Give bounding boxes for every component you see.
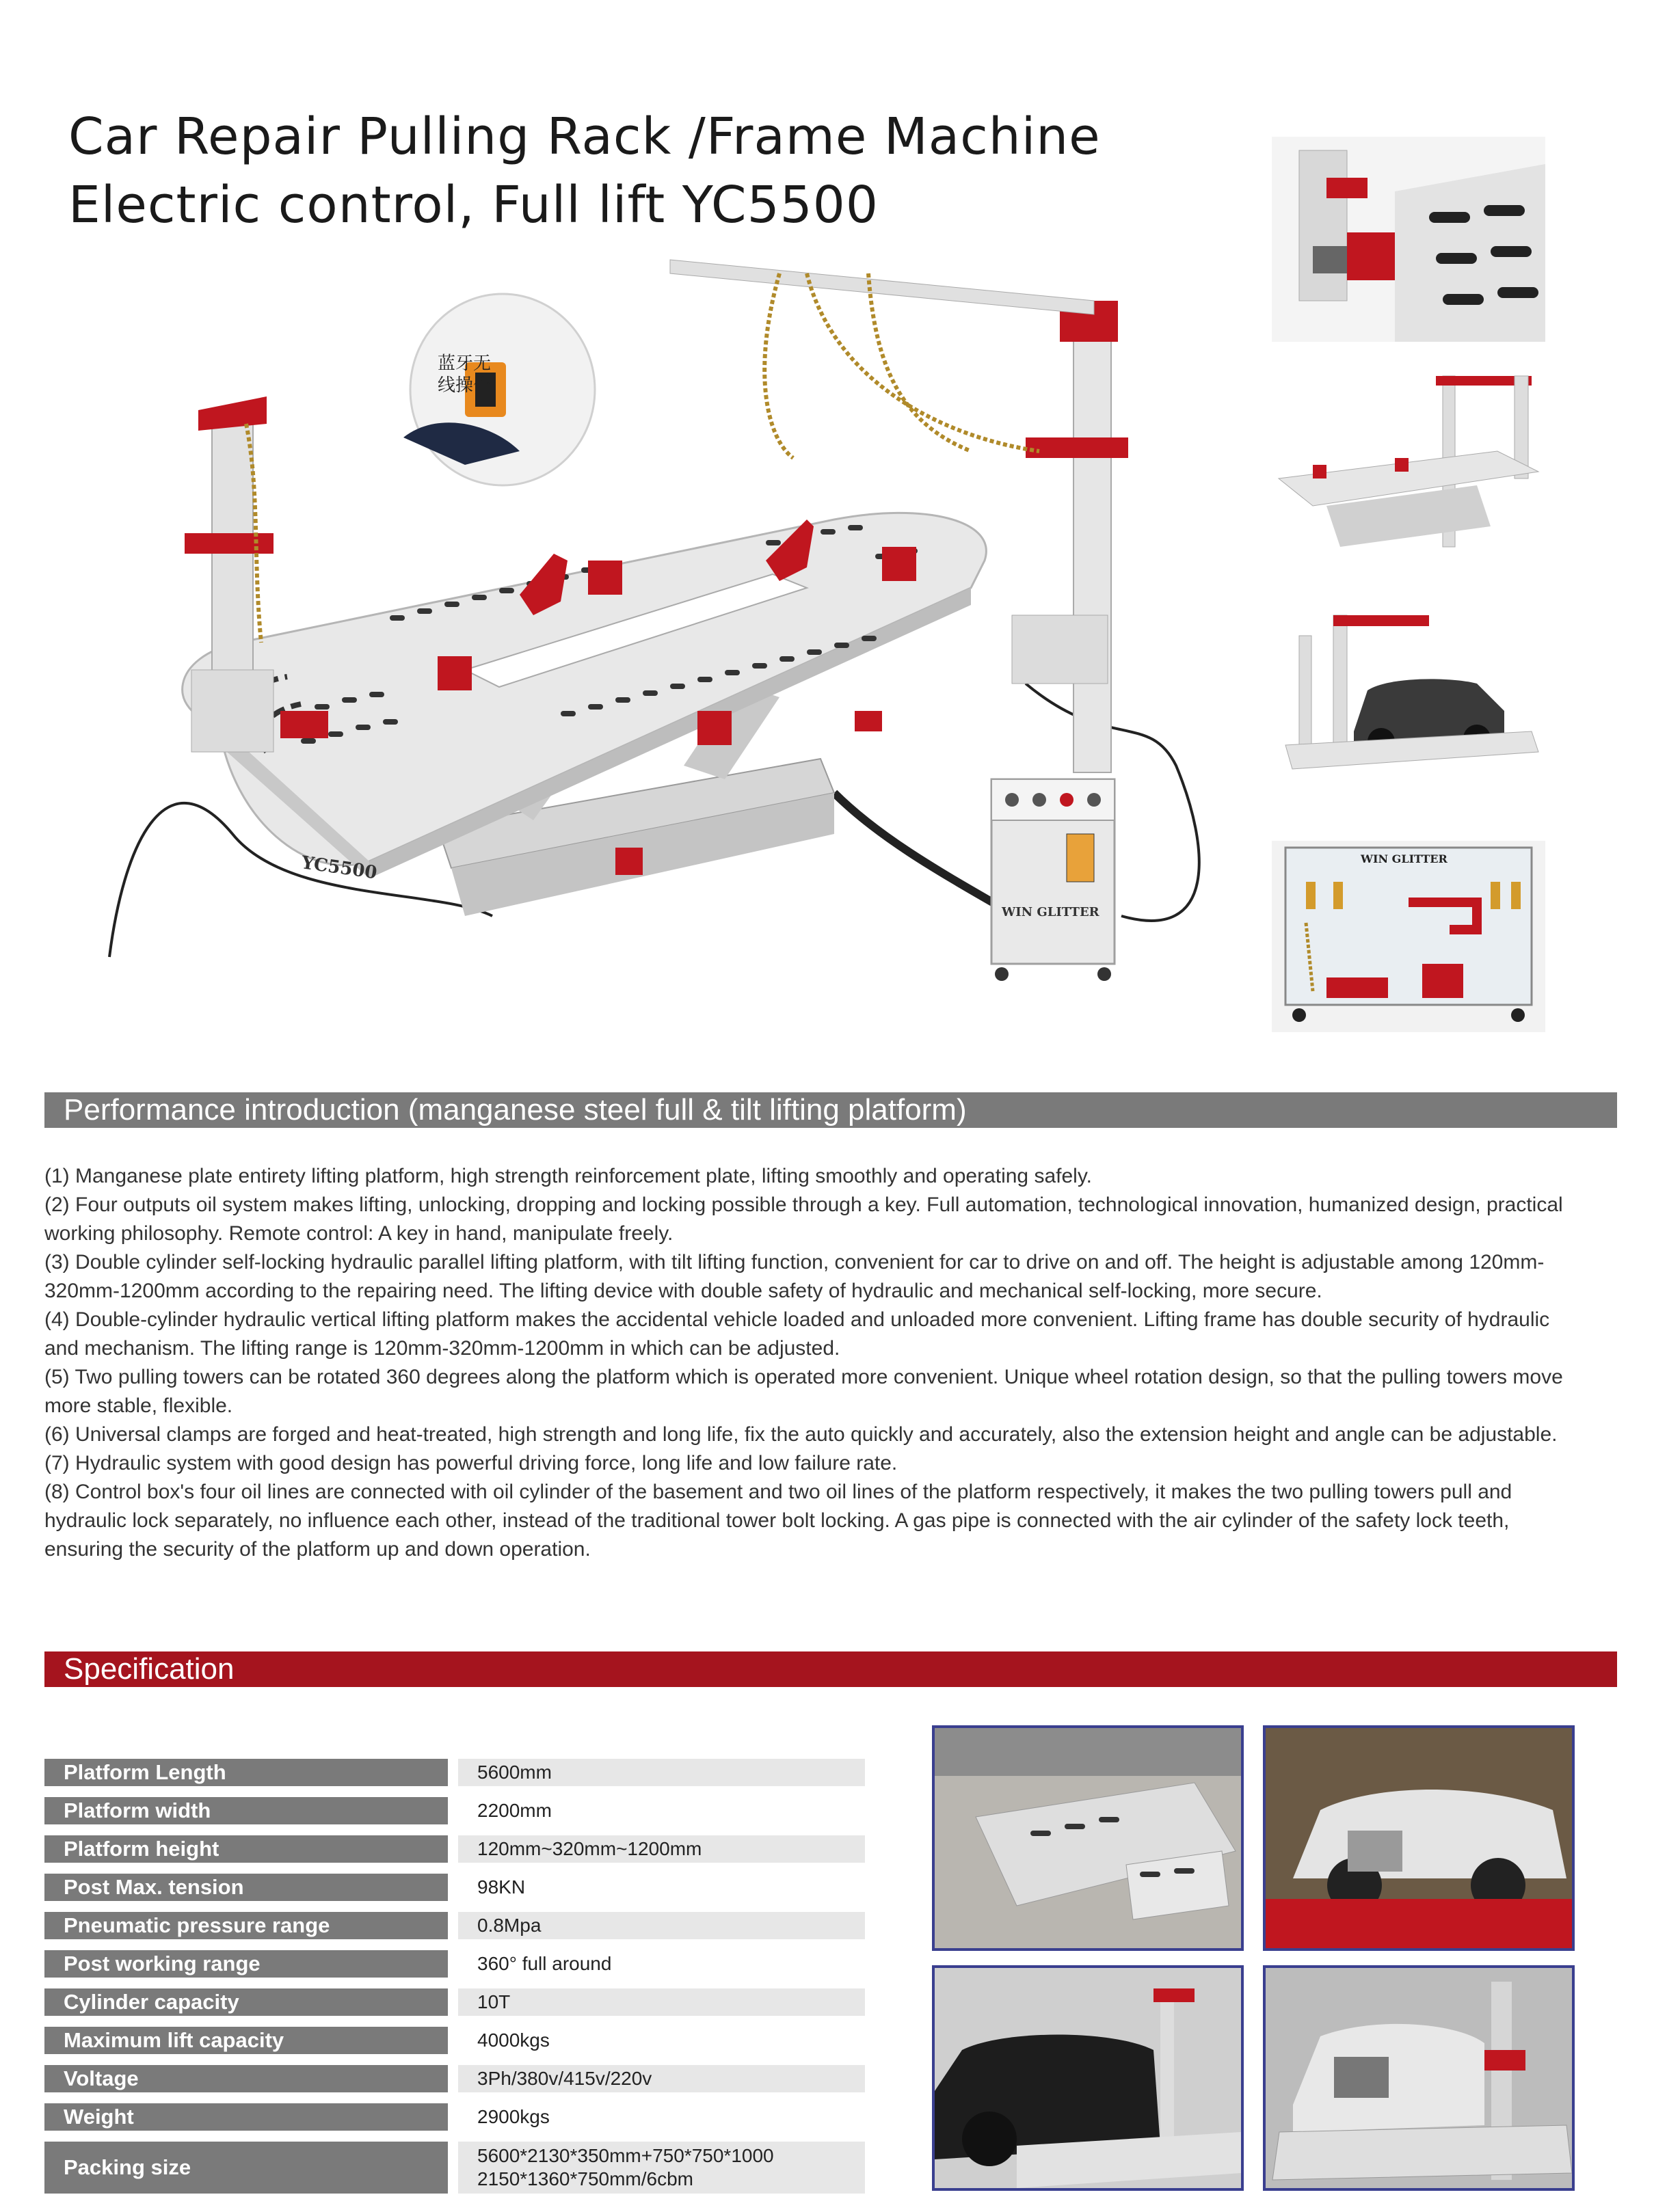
spec-value: 10T: [458, 1988, 865, 2016]
performance-item-2: (2) Four outputs oil system makes lifting, unlocking, dropping and locking possible through a key. Full automation, technological innovation, humanized design, practical working philosophy. Remote control: A key in hand, manipulate freely.: [44, 1193, 1563, 1245]
photo-white-car-repair: [1263, 1965, 1575, 2191]
spec-label: Packing size: [44, 2142, 448, 2194]
spec-value: 2900kgs: [477, 2106, 550, 2127]
performance-item-5: (5) Two pulling towers can be rotated 360 degrees along the platform which is operated more convenient. Unique wheel rotation design, so that the pulling towers move more stable, flexible.: [44, 1366, 1563, 1417]
title-line-2: Electric control, Full lift YC5500: [68, 176, 879, 234]
spec-label: Voltage: [44, 2065, 448, 2092]
spec-value: [458, 2142, 865, 2194]
spec-label: Platform Length: [44, 1759, 448, 1786]
thumbnail-lifted-platform: [1272, 362, 1545, 567]
tool-board-brand-text: WIN GLITTER: [1361, 852, 1448, 865]
performance-item-3: (3) Double cylinder self-locking hydraulic parallel lifting platform, with tilt lifting function, convenient for car to drive on and off. The height is adjustable among 120mm-320mm-1200mm according to the repairing need. The lifting device with double safety of hydraulic and mechanical self-locking, more secure.: [44, 1251, 1545, 1302]
performance-item-1: (1) Manganese plate entirety lifting platform, high strength reinforcement plate, lifting smoothly and operating safely.: [44, 1165, 1092, 1187]
spec-label: Maximum lift capacity: [44, 2027, 448, 2054]
frame-machine-illustration: [82, 232, 1244, 1032]
performance-heading-bar: [44, 1092, 1617, 1128]
thumbnail-platform-with-suv: [1272, 608, 1545, 786]
spec-label: Platform width: [44, 1797, 448, 1824]
performance-item-6: (6) Universal clamps are forged and heat-treated, high strength and long life, fix the auto quickly and accurately, also the extension height and angle can be adjustable.: [44, 1423, 1558, 1446]
performance-heading: Performance introduction (manganese steel full & tilt lifting platform): [64, 1093, 967, 1127]
hero-machine-image: [82, 232, 1244, 1032]
thumbnail-tower-closeup: [1272, 137, 1545, 342]
spec-value: 4000kgs: [477, 2029, 550, 2051]
spec-value: 5600mm: [458, 1759, 865, 1786]
spec-value: 3Ph/380v/415v/220v: [458, 2065, 865, 2092]
title-line-1: Car Repair Pulling Rack /Frame Machine: [68, 107, 1101, 166]
spec-value: 98KN: [477, 1876, 526, 1898]
cabinet-brand-text: WIN GLITTER: [1002, 905, 1099, 919]
spec-value: 360° full around: [477, 1953, 612, 1974]
page-title: [68, 103, 1101, 239]
spec-label: Platform height: [44, 1835, 448, 1863]
spec-label: Pneumatic pressure range: [44, 1912, 448, 1939]
specification-heading: Specification: [64, 1652, 235, 1686]
spec-label: Cylinder capacity: [44, 1988, 448, 2016]
photo-platform-floor: [932, 1725, 1244, 1951]
remote-caption-line-2: 线操作: [438, 375, 492, 396]
specification-heading-bar: [44, 1651, 1617, 1687]
spec-label: Post working range: [44, 1950, 448, 1978]
spec-value-line-1: 5600*2130*350mm+750*750*1000: [477, 2145, 774, 2166]
spec-value: 2200mm: [477, 1800, 552, 1821]
thumbnail-tool-board: [1272, 841, 1545, 1032]
photo-damaged-car-on-rack: [1263, 1725, 1575, 1951]
performance-item-4: (4) Double-cylinder hydraulic vertical lifting platform makes the accidental vehicle loaded and unloaded more convenient. Lifting frame has double security of hydraulic and mechanism. The lifting range is 120mm-320mm-1200mm in which can be adjusted.: [44, 1308, 1550, 1360]
performance-item-8: (8) Control box's four oil lines are connected with oil cylinder of the basement and two oil lines of the platform respectively, it makes the two pulling towers pull and hydraulic lock separately, no influence each other, instead of the traditional tower bolt locking. A gas pipe is connected with the air cylinder of the safety lock teeth, ensuring the security of the platform up and down operation.: [44, 1481, 1512, 1561]
spec-value-line-2: 2150*1360*750mm/6cbm: [477, 2168, 693, 2189]
photo-black-car-pulling: [932, 1965, 1244, 2191]
spec-label: Post Max. tension: [44, 1874, 448, 1901]
spec-value: 0.8Mpa: [458, 1912, 865, 1939]
performance-list: [44, 1162, 1576, 1564]
performance-item-7: (7) Hydraulic system with good design has powerful driving force, long life and low failure rate.: [44, 1452, 898, 1474]
spec-label: Weight: [44, 2103, 448, 2131]
spec-value: 120mm~320mm~1200mm: [458, 1835, 865, 1863]
model-plate-text: YC5500: [300, 852, 379, 884]
remote-caption-line-1: 蓝牙无: [438, 353, 492, 374]
